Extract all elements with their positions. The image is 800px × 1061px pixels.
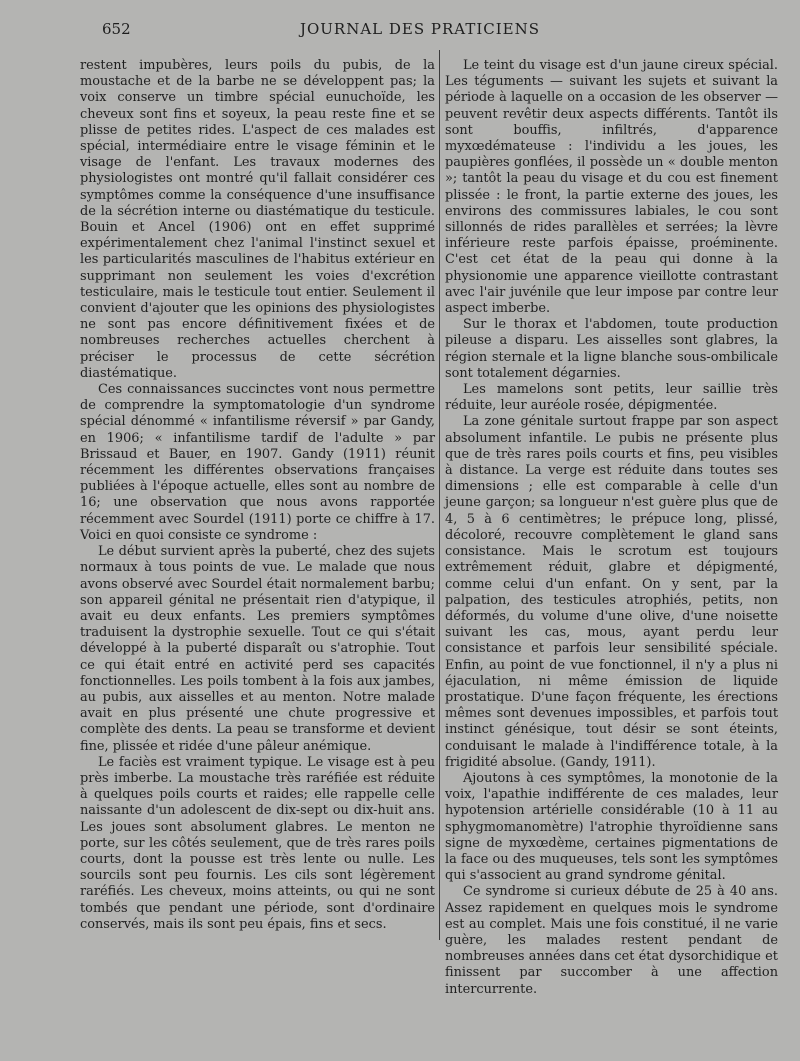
paragraph: Ajoutons à ces symptômes, la monotonie de la voix, l'apathie indifférente de ces malades, leur hypotension artérielle considérable (10 à 11 au sphygmomanomètre) l'atrophie thyroïdienne sans signe de myxœdème, certaines pigmentations de la face ou des muqueuses, tels sont les symptômes qui s'associent au grand syndrome génital. [445,770,778,884]
paragraph: Sur le thorax et l'abdomen, toute production pileuse a disparu. Les aisselles sont glabres, la région sternale et la ligne blanche sous-ombilicale sont totalement dégarnies. [445,317,778,381]
paragraph: Les mamelons sont petits, leur saillie très réduite, leur auréole rosée, dépigmentée. [445,382,778,414]
paragraph: Ces connaissances succinctes vont nous permettre de comprendre la symptomatologie d'un syndrome spécial dénommé « infantilisme réversif » par Gandy, en 1906; « infantilisme tardif de l'adulte » par Brissaud et Bauer, en 1907. Gandy (1911) réunit récemment les différentes observations françaises publiées à l'époque actuelle, elles sont au nombre de 16; une observation que nous avons rapportée récemment avec Sourdel (1911) porte ce chiffre à 17. Voici en quoi consiste ce syndrome : [80,382,435,543]
left-column [80,58,435,933]
right-column [445,58,778,998]
paragraph: Le faciès est vraiment typique. Le visage est à peu près imberbe. La moustache très raréfiée est réduite à quelques poils courts et raides; elle rappelle celle naissante d'un adolescent de dix-sept ou dix-huit ans. Les joues sont absolument glabres. Le menton ne porte, sur les côtés seulement, que de très rares poils courts, dont la pousse est très lente ou nulle. Les sourcils sont peu fournis. Les cils sont légèrement raréfiés. Les cheveux, moins atteints, ou qui ne sont tombés que pendant une période, sont d'ordinaire conservés, mais ils sont peu épais, fins et secs. [80,754,435,932]
paragraph: restent impubères, leurs poils du pubis, de la moustache et de la barbe ne se développent pas; la voix conserve un timbre spécial eunuchoïde, les cheveux sont fins et soyeux, la peau reste fine et se plisse de petites rides. L'aspect de ces malades est spécial, intermédiaire entre le visage féminin et le visage de l'enfant. Les travaux modernes des physiologistes ont montré qu'il fallait considérer ces symptômes comme la conséquence d'une insuffisance de la sécrétion interne ou diastématique du testicule. Bouin et Ancel (1906) ont en effet supprimé expérimentalement chez l'animal l'instinct sexuel et les particularités masculines de l'habitus extérieur en supprimant non seulement les voies d'excrétion testiculaire, mais le testicule tout entier. Seulement il convient d'ajouter que les opinions des physiologistes ne sont pas encore définitivement fixées et de nombreuses recherches actuelles cherchent à préciser le processus de cette sécrétion diastématique. [80,58,435,381]
column-divider [439,50,440,940]
page-number: 652 [102,20,131,38]
paragraph: Le teint du visage est d'un jaune cireux spécial. Les téguments — suivant les sujets et suivant la période à laquelle on a occasion de les observer — peuvent revêtir deux aspects différents. Tantôt ils sont bouffis, infiltrés, d'apparence myxœdémateuse : l'individu a les joues, les paupières gonflées, il possède un « double menton »; tantôt la peau du visage et du cou est finement plissée : le front, la partie externe des joues, les environs des commissures labiales, le cou sont sillonnés de rides parallèles et serrées; la lèvre inférieure reste parfois épaisse, proéminente. C'est cet état de la peau qui donne à la physionomie une apparence vieillotte contrastant avec l'air juvénile que leur impose par contre leur aspect imberbe. [445,58,778,317]
paragraph: La zone génitale surtout frappe par son aspect absolument infantile. Le pubis ne présente plus que de très rares poils courts et fins, peu visibles à distance. La verge est réduite dans toutes ses dimensions ; elle est comparable à celle d'un jeune garçon; sa longueur n'est guère plus que de 4, 5 à 6 centimètres; le prépuce long, plissé, décoloré, recouvre complètement le gland sans consistance. Mais le scrotum est toujours extrêmement réduit, glabre et dépigmenté, comme celui d'un enfant. On y sent, par la palpation, des testicules atrophiés, petits, non déformés, du volume d'une olive, d'une noisette suivant les cas, mous, ayant perdu leur consistance et parfois leur sensibilité spéciale. Enfin, au point de vue fonctionnel, il n'y a plus ni éjaculation, ni même émission de liquide prostatique. D'une façon fréquente, les érections mêmes sont devenues impossibles, et parfois tout instinct génésique, tout désir se sont éteints, conduisant le malade à l'indifférence totale, à la frigidité absolue. (Gandy, 1911). [445,414,778,770]
paragraph: Ce syndrome si curieux débute de 25 à 40 ans. Assez rapidement en quelques mois le syndrome est au complet. Mais une fois constitué, il ne varie guère, les malades restent pendant de nombreuses années dans cet état dysorchidique et finissent par succomber à une affection intercurrente. [445,884,778,997]
page-header [80,20,760,42]
paragraph: Le début survient après la puberté, chez des sujets normaux à tous points de vue. Le malade que nous avons observé avec Sourdel était normalement barbu; son appareil génital ne présentait rien d'atypique, il avait eu deux enfants. Les premiers symptômes traduisent la dystrophie sexuelle. Tout ce qui s'était développé à la puberté disparaît ou s'atrophie. Tout ce qui était entré en activité perd ses capacités fonctionnelles. Les poils tombent à la fois aux jambes, au pubis, aux aisselles et au menton. Notre malade avait en plus présenté une chute progressive et complète des dents. La peau se transforme et devient fine, plissée et ridée d'une pâleur anémique. [80,544,435,754]
journal-title: JOURNAL DES PRATICIENS [299,20,541,38]
